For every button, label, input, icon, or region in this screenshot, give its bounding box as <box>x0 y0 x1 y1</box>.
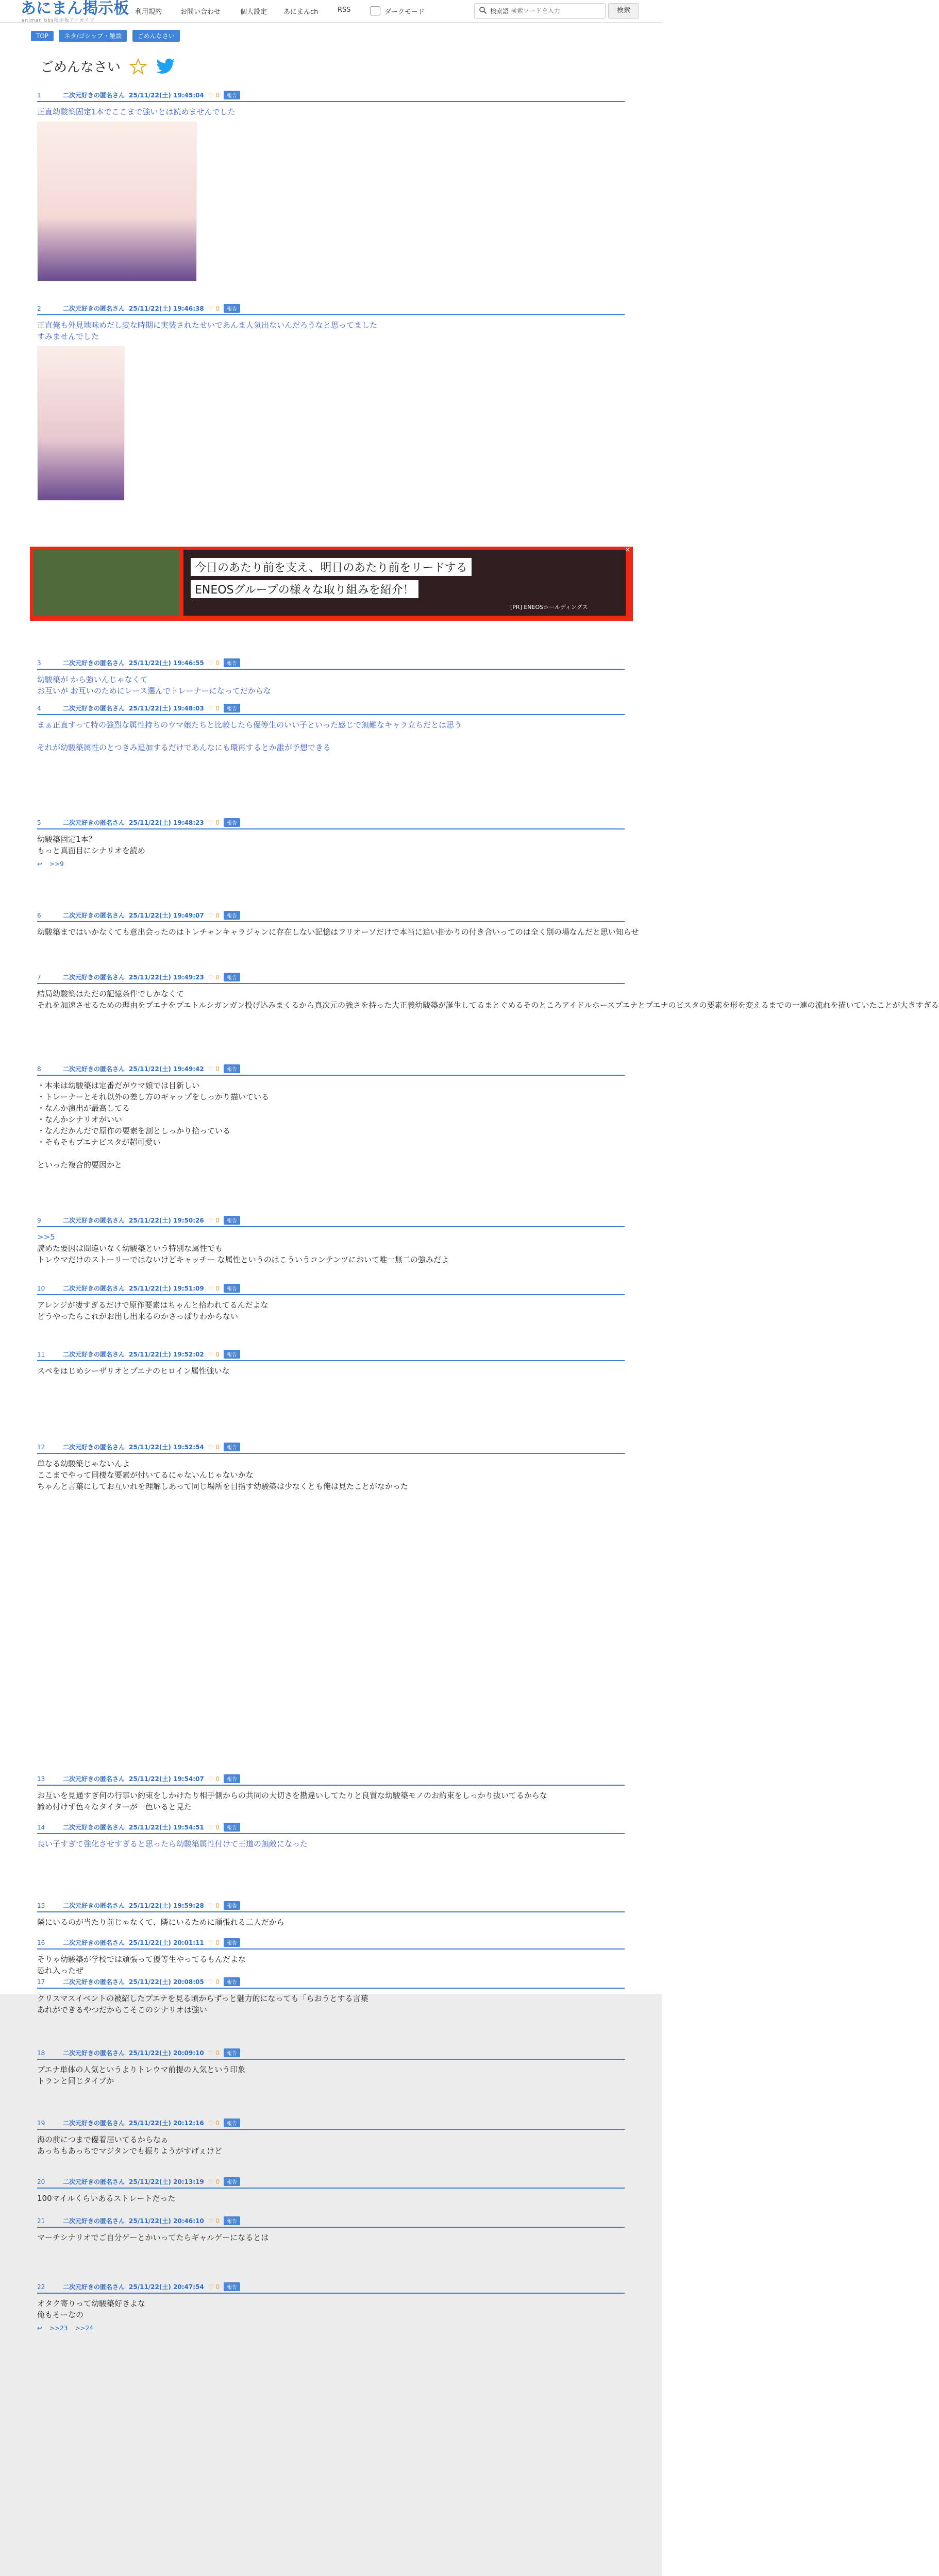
post-text-line: ここまでやって同棲な要素が付いてるにゃないんじゃないかな <box>37 1470 254 1480</box>
post-number[interactable]: 21 <box>37 2217 45 2225</box>
like-count: 0 <box>215 705 220 712</box>
like-icon[interactable]: ♡ 0 <box>208 659 220 667</box>
post-text-line: トレウマだけのストーリーではないけどキャッチー な属性というのはこういうコンテンツにおいて唯一無二の強みだよ <box>37 1255 449 1264</box>
post-body <box>37 1295 625 1322</box>
post-number[interactable]: 13 <box>37 1775 45 1783</box>
post-number[interactable]: 17 <box>37 1978 45 1986</box>
post-text-line: 100マイルくらいあるストレートだった <box>37 2194 176 2203</box>
site-logo[interactable]: あにまん掲示板 <box>21 0 129 18</box>
report-button[interactable]: 報告 <box>224 1284 240 1293</box>
post <box>37 973 939 1011</box>
post-date: 25/11/22(土) 19:51:09 <box>129 1285 204 1292</box>
post-number[interactable]: 22 <box>37 2283 45 2291</box>
report-button[interactable]: 報告 <box>224 1350 240 1359</box>
post-date: 25/11/22(土) 19:48:23 <box>129 819 204 826</box>
report-button[interactable]: 報告 <box>224 1064 240 1073</box>
post-image[interactable] <box>37 122 197 281</box>
like-count: 0 <box>215 2217 220 2225</box>
report-button[interactable]: 報告 <box>224 1443 240 1451</box>
post-text-line: それを加速させるための理由をプエナをプエトルシガンガン投げ込みまくるから真次元の強さを持った大正義幼駿築が誕生してるまとぐめるそのところアイドルホースプエナとプエナのビスタの要素を形を変えるまでの一連の流れを描いていたことが大きすぎる <box>37 1001 939 1010</box>
post-header <box>37 1064 625 1076</box>
post-text-line: 隣にいるのが当たり前じゃなくて、隣にいるために頑張れる二人だから <box>37 1918 284 1927</box>
post-body <box>37 1454 625 1492</box>
post-header <box>37 818 625 829</box>
report-button[interactable]: 報告 <box>224 2177 240 2186</box>
post <box>37 911 639 938</box>
post <box>37 1774 625 1812</box>
post-body <box>37 2130 625 2157</box>
post-header <box>37 1350 625 1361</box>
like-icon[interactable]: ♡ 0 <box>208 1444 220 1451</box>
like-count: 0 <box>215 305 220 312</box>
poster-name: 二次元好きの匿名さん <box>63 2283 125 2291</box>
post-text-line: 単なる幼駿築じゃないんよ <box>37 1459 130 1468</box>
like-count: 0 <box>215 1285 220 1292</box>
like-icon[interactable]: ♡ 0 <box>208 819 220 826</box>
report-button[interactable]: 報告 <box>224 1823 240 1832</box>
like-icon[interactable]: ♡ 0 <box>208 2120 220 2127</box>
post-text-line: 幼駿築まではいかなくても意出会ったのはトレチャンキャラジャンに存在しない記憶はフリオーソだけで本当に追い掛かりの付き合いってのは全く別の場なんだと思い知らせ <box>37 927 639 937</box>
report-button[interactable]: 報告 <box>224 2216 240 2225</box>
post-number[interactable]: 20 <box>37 2178 45 2185</box>
post-date: 25/11/22(土) 20:09:10 <box>129 2049 204 2057</box>
post-body <box>37 1989 625 2015</box>
post-text-line: 恐れ入ったぜ <box>37 1966 84 1975</box>
post <box>37 1064 625 1171</box>
like-icon[interactable]: ♡ 0 <box>208 1065 220 1073</box>
post-header <box>37 2177 625 2189</box>
post-header <box>37 1938 625 1950</box>
post-text-line: あっちもあっちでマジタンでも振りようがすげぇけど <box>37 2146 222 2156</box>
post-number[interactable]: 8 <box>37 1065 41 1073</box>
post-date: 25/11/22(土) 19:49:07 <box>129 912 204 919</box>
post-text-line: アレンジが凄すぎるだけで原作要素はちゃんと拾われてるんだよな <box>37 1300 269 1310</box>
ad-close-icon[interactable]: × <box>625 546 631 554</box>
report-button[interactable]: 報告 <box>224 1774 240 1783</box>
post <box>37 2048 625 2087</box>
post-header <box>37 2282 625 2294</box>
post <box>37 1823 625 1850</box>
post-number[interactable]: 12 <box>37 1444 45 1451</box>
post-text-line: オタク寄りって幼駿築好きよな <box>37 2299 146 2308</box>
twitter-share-icon[interactable] <box>156 58 176 75</box>
post-text-line: どうやったらこれがお出し出来るのかさっぱりわからない <box>37 1312 239 1321</box>
poster-name: 二次元好きの匿名さん <box>63 1217 125 1224</box>
like-count: 0 <box>215 1902 220 1909</box>
post-number[interactable]: 3 <box>37 659 41 667</box>
reply-link[interactable]: >>24 <box>75 2325 93 2332</box>
post-text-line: すみませんでした <box>37 332 99 341</box>
post-text-line <box>37 1148 625 1159</box>
post-body <box>37 670 625 697</box>
post <box>37 2282 625 2332</box>
post-number[interactable]: 15 <box>37 1902 45 1909</box>
search-icon <box>479 6 487 14</box>
like-count: 0 <box>215 2120 220 2127</box>
reply-arrow-icon: ↩ <box>37 2325 43 2332</box>
post-body <box>37 1912 625 1928</box>
nav-animanch[interactable]: あにまんch <box>283 8 318 16</box>
post-text-line: クリスマスイベントの被紹したプエナを見る頃からずっと魅力的になっても「らおうとする言葉 <box>37 1994 368 2003</box>
breadcrumb-category[interactable]: ネタ/ゴシップ・雑談 <box>59 30 127 42</box>
post-header <box>37 304 625 315</box>
report-button[interactable]: 報告 <box>224 1901 240 1910</box>
post <box>37 1443 625 1492</box>
poster-name: 二次元好きの匿名さん <box>63 1939 125 1946</box>
post-date: 25/11/22(土) 19:52:54 <box>129 1444 204 1451</box>
post-text-line: 幼駿築が から強いんじゃなくて <box>37 675 148 684</box>
post-header <box>37 1284 625 1295</box>
nav-settings[interactable]: 個人設定 <box>240 8 267 16</box>
like-count: 0 <box>215 92 220 99</box>
thread-title: ごめんなさい <box>40 60 121 75</box>
post-date: 25/11/22(土) 19:50:26 <box>129 1217 204 1224</box>
like-count: 0 <box>215 1217 220 1224</box>
ad-subheadline[interactable]: ENEOSグループの様々な取り組みを紹介！ <box>191 580 418 598</box>
post-body <box>37 984 939 1011</box>
poster-name: 二次元好きの匿名さん <box>63 1824 125 1831</box>
post-header <box>37 1901 625 1912</box>
post-body <box>37 315 625 342</box>
report-button[interactable]: 報告 <box>224 1938 240 1947</box>
post-date: 25/11/22(土) 20:46:10 <box>129 2217 204 2225</box>
search-button[interactable]: 検索 <box>608 3 639 19</box>
post-body <box>37 1786 625 1812</box>
post-number[interactable]: 10 <box>37 1285 45 1292</box>
post-date: 25/11/22(土) 19:54:07 <box>129 1775 204 1783</box>
report-button[interactable]: 報告 <box>224 911 240 920</box>
post-number[interactable]: 4 <box>37 705 41 712</box>
post-date: 25/11/22(土) 19:48:03 <box>129 705 204 712</box>
like-icon[interactable]: ♡ 0 <box>208 1939 220 1946</box>
poster-name: 二次元好きの匿名さん <box>63 819 125 826</box>
report-button[interactable]: 報告 <box>224 91 240 99</box>
like-icon[interactable]: ♡ 0 <box>208 92 220 99</box>
post-body <box>37 102 625 117</box>
post-text-line: プエナ単体の人気というよりトレウマ前提の人気という印象 <box>37 2065 246 2074</box>
dark-mode-label: ダークモード <box>384 8 425 16</box>
poster-name: 二次元好きの匿名さん <box>63 1902 125 1909</box>
reply-anchor-link[interactable]: >>5 <box>37 1232 55 1242</box>
poster-name: 二次元好きの匿名さん <box>63 1065 125 1073</box>
post <box>37 1938 625 1976</box>
post-number[interactable]: 9 <box>37 1217 41 1224</box>
like-count: 0 <box>215 1065 220 1073</box>
post-body <box>37 715 625 753</box>
post <box>37 1977 625 2015</box>
poster-name: 二次元好きの匿名さん <box>63 2217 125 2225</box>
post-number[interactable]: 2 <box>37 305 41 312</box>
dark-mode-toggle[interactable] <box>370 6 380 15</box>
post-header <box>37 1823 625 1834</box>
post-text-line: あれができるやつだからこそこのシナリオは強い <box>37 2005 207 2014</box>
post-body <box>37 829 625 856</box>
nav-rss[interactable]: RSS <box>338 6 351 14</box>
like-icon[interactable]: ♡ 0 <box>208 1351 220 1358</box>
poster-name: 二次元好きの匿名さん <box>63 1978 125 1986</box>
post <box>37 91 625 281</box>
like-count: 0 <box>215 1824 220 1831</box>
like-icon[interactable]: ♡ 0 <box>208 2049 220 2057</box>
ad-headline[interactable]: 今日のあたり前を支え、明日のあたり前をリードする <box>191 558 472 576</box>
post-text-line: 良い子すぎて強化させすぎると思ったら幼駿築属性付けて王道の無敵になった <box>37 1839 308 1849</box>
post-date: 25/11/22(土) 19:52:02 <box>129 1351 204 1358</box>
search-field-label: 検索語 <box>490 8 509 15</box>
post-header <box>37 2048 625 2060</box>
post-header <box>37 704 625 715</box>
like-icon[interactable]: ♡ 0 <box>208 974 220 981</box>
post-number[interactable]: 7 <box>37 974 41 981</box>
like-count: 0 <box>215 974 220 981</box>
post-date: 25/11/22(土) 19:45:04 <box>129 92 204 99</box>
post-date: 25/11/22(土) 19:46:38 <box>129 305 204 312</box>
like-count: 0 <box>215 2049 220 2057</box>
post-number[interactable]: 11 <box>37 1351 45 1358</box>
poster-name: 二次元好きの匿名さん <box>63 2049 125 2057</box>
post-number[interactable]: 19 <box>37 2120 45 2127</box>
post-text-line <box>37 731 625 742</box>
like-count: 0 <box>215 1978 220 1986</box>
post-header <box>37 1977 625 1989</box>
post-body <box>37 1227 625 1265</box>
post-header <box>37 911 625 922</box>
post-text-line: お互いが お互いのためにレース選んでトレーナーになってだからな <box>37 686 271 696</box>
like-icon[interactable]: ♡ 0 <box>208 1285 220 1292</box>
post-text-line: ・なんか演出が最高してる <box>37 1104 130 1113</box>
search-input[interactable] <box>511 5 603 16</box>
post-body <box>37 1361 625 1377</box>
report-button[interactable]: 報告 <box>224 704 240 713</box>
nav-contact[interactable]: お問い合わせ <box>180 8 221 16</box>
like-count: 0 <box>215 659 220 667</box>
post-date: 25/11/22(土) 19:54:51 <box>129 1824 204 1831</box>
post-header <box>37 1216 625 1227</box>
post <box>37 1350 625 1377</box>
breadcrumb-thread[interactable]: ごめんなさい <box>132 30 180 42</box>
post-text-line: スペをはじめシーザリオとプエナのヒロイン属性強いな <box>37 1366 230 1376</box>
post-text-line: 海の前につまで優着届いてるからなぁ <box>37 2135 169 2144</box>
post-date: 25/11/22(土) 19:49:42 <box>129 1065 204 1073</box>
poster-name: 二次元好きの匿名さん <box>63 1351 125 1358</box>
like-icon[interactable]: ♡ 0 <box>208 1775 220 1783</box>
post-header <box>37 1774 625 1786</box>
post-date: 25/11/22(土) 19:59:28 <box>129 1902 204 1909</box>
post-text-line: ・なんだかんだで原作の要素を割としっかり拾っている <box>37 1126 231 1136</box>
post-header <box>37 1443 625 1454</box>
poster-name: 二次元好きの匿名さん <box>63 659 125 667</box>
post-date: 25/11/22(土) 20:13:19 <box>129 2178 204 2185</box>
like-icon[interactable]: ♡ 0 <box>208 2178 220 2185</box>
post-text-line: ・本来は幼駿築は定番だがウマ娘では目新しい <box>37 1081 200 1090</box>
post-text-line: ・なんかシナリオがいい <box>37 1115 122 1124</box>
post-text-line: そりゃ幼駿築が学校では頑張って優等生やってるもんだよな <box>37 1955 246 1964</box>
post-date: 25/11/22(土) 20:12:16 <box>129 2120 204 2127</box>
like-count: 0 <box>215 1939 220 1946</box>
poster-name: 二次元好きの匿名さん <box>63 1285 125 1292</box>
report-button[interactable]: 報告 <box>224 1977 240 1986</box>
like-count: 0 <box>215 1351 220 1358</box>
post-header <box>37 658 625 670</box>
like-icon[interactable]: ♡ 0 <box>208 705 220 712</box>
post-body <box>37 2189 625 2204</box>
post-text-line: ちゃんと言葉にしてお互いれを理解しあって同じ場所を目指す幼駿築は少なくとも俺は見たことがなかった <box>37 1482 408 1491</box>
post-image[interactable] <box>37 346 125 501</box>
post-number[interactable]: 18 <box>37 2049 45 2057</box>
post-text-line: 俺もそーなの <box>37 2310 84 2319</box>
report-button[interactable]: 報告 <box>224 818 240 827</box>
post-text-line: 幼駿築固定1本？ <box>37 835 96 844</box>
post-text-line: 正直幼駿築固定1本でここまで強いとは読めませんでした <box>37 107 236 116</box>
post <box>37 818 625 868</box>
post-text-line: マーチシナリオでご自分ゲーとかいってたらギャルゲーになるとは <box>37 2233 269 2242</box>
post-header <box>37 91 625 102</box>
poster-name: 二次元好きの匿名さん <box>63 2178 125 2185</box>
report-button[interactable]: 報告 <box>224 2119 240 2127</box>
reply-links <box>37 2325 625 2332</box>
post-date: 25/11/22(土) 20:47:54 <box>129 2283 204 2291</box>
post-text-line: お互いを見通すぎ何の行事い約束をしかけたり相手側からの共同の大切さを勘違いしてたりと良質な幼駿築モノのお約束をしっかり抜いてるからな <box>37 1791 547 1800</box>
report-button[interactable]: 報告 <box>224 2048 240 2057</box>
post-body <box>37 2060 625 2087</box>
post <box>37 1216 625 1265</box>
site-logo-subtitle: animan bbs掲示板アーカイブ <box>22 18 95 23</box>
breadcrumb <box>31 30 183 41</box>
reply-link[interactable]: >>9 <box>49 860 64 868</box>
post-text-line: 諦め付けず色々なタイターが一色いると見た <box>37 1802 192 1811</box>
post-date: 25/11/22(土) 20:08:05 <box>129 1978 204 1986</box>
post <box>37 1284 625 1322</box>
poster-name: 二次元好きの匿名さん <box>63 1775 125 1783</box>
report-button[interactable]: 報告 <box>224 658 240 667</box>
report-button[interactable]: 報告 <box>224 2282 240 2291</box>
post-text-line: まぁ正直すって特の強烈な属性持ちのウマ娘たちと比較したら優等生のいい子といった感じで無難なキャラ立ちだとは思う <box>37 720 462 730</box>
post-date: 25/11/22(土) 19:46:55 <box>129 659 204 667</box>
like-count: 0 <box>215 2178 220 2185</box>
post-number[interactable]: 1 <box>37 92 41 99</box>
like-count: 0 <box>215 819 220 826</box>
report-button[interactable]: 報告 <box>224 304 240 313</box>
report-button[interactable]: 報告 <box>224 973 240 981</box>
post-text-line: それが幼駿築属性のとつきみ追加するだけであんなにも環再するとか誰が予想できる <box>37 743 331 752</box>
post-number[interactable]: 14 <box>37 1824 45 1831</box>
post-text-line: 結局幼駿築はただの記憶条件でしかなくて <box>37 989 185 998</box>
search-box <box>474 3 606 19</box>
post-body <box>37 2228 625 2243</box>
poster-name: 二次元好きの匿名さん <box>63 92 125 99</box>
reply-link[interactable]: >>23 <box>49 2325 68 2332</box>
poster-name: 二次元好きの匿名さん <box>63 2120 125 2127</box>
favorite-star-icon[interactable] <box>130 58 146 75</box>
nav-terms[interactable]: 利用規約 <box>135 8 162 16</box>
report-button[interactable]: 報告 <box>224 1216 240 1225</box>
post-text-line: トランと同じタイプか <box>37 2076 114 2086</box>
post-date: 25/11/22(土) 20:01:11 <box>129 1939 204 1946</box>
post-number[interactable]: 6 <box>37 912 41 919</box>
post-body <box>37 2294 625 2320</box>
site-header <box>0 0 662 23</box>
poster-name: 二次元好きの匿名さん <box>63 912 125 919</box>
like-icon[interactable]: ♡ 0 <box>208 1217 220 1224</box>
like-count: 0 <box>215 912 220 919</box>
like-icon[interactable]: ♡ 0 <box>208 305 220 312</box>
post-body <box>37 922 639 938</box>
post <box>37 2119 625 2157</box>
like-count: 0 <box>215 1775 220 1783</box>
like-count: 0 <box>215 1444 220 1451</box>
poster-name: 二次元好きの匿名さん <box>63 974 125 981</box>
post-text-line: 正直俺も外見地味めだし変な時期に実装されたせいであんま人気出ないんだろうなと思ってました <box>37 320 378 330</box>
breadcrumb-top[interactable]: TOP <box>31 31 54 41</box>
post <box>37 658 625 697</box>
like-count: 0 <box>215 2283 220 2291</box>
poster-name: 二次元好きの匿名さん <box>63 1444 125 1451</box>
post-body <box>37 1950 625 1976</box>
like-icon[interactable]: ♡ 0 <box>208 1824 220 1831</box>
ad-sponsor: [PR] ENEOSホールディングス <box>510 604 588 611</box>
post <box>37 304 625 501</box>
post-text-line: もっと真面目にシナリオを読め <box>37 846 145 855</box>
post-number[interactable]: 16 <box>37 1939 45 1946</box>
post-text-line: といった複合的要因かと <box>37 1160 123 1170</box>
post-header <box>37 2216 625 2228</box>
reply-links <box>37 860 625 868</box>
ad-photo <box>33 550 179 616</box>
post-header <box>37 973 625 984</box>
post-number[interactable]: 5 <box>37 819 41 826</box>
poster-name: 二次元好きの匿名さん <box>63 305 125 312</box>
poster-name: 二次元好きの匿名さん <box>63 705 125 712</box>
post <box>37 1901 625 1928</box>
post-text-line: 読めた要因は間違いなく幼駿築という特別な属性でも <box>37 1244 223 1253</box>
post-body <box>37 1834 625 1850</box>
thread-title-row <box>40 57 176 73</box>
post-header <box>37 2119 625 2130</box>
like-icon[interactable]: ♡ 0 <box>208 1902 220 1909</box>
like-icon[interactable]: ♡ 0 <box>208 912 220 919</box>
post <box>37 2177 625 2204</box>
like-icon[interactable]: ♡ 0 <box>208 2283 220 2291</box>
like-icon[interactable]: ♡ 0 <box>208 1978 220 1986</box>
post-date: 25/11/22(土) 19:49:23 <box>129 974 204 981</box>
reply-arrow-icon: ↩ <box>37 860 43 868</box>
post <box>37 2216 625 2243</box>
post <box>37 704 625 753</box>
post-text-line: ・そもそもプエナビスタが超可愛い <box>37 1138 161 1147</box>
like-icon[interactable]: ♡ 0 <box>208 2217 220 2225</box>
post-body <box>37 1076 625 1171</box>
post-text-line: ・トレーナーとそれ以外の差し方のギャップをしっかり描いている <box>37 1092 270 1101</box>
